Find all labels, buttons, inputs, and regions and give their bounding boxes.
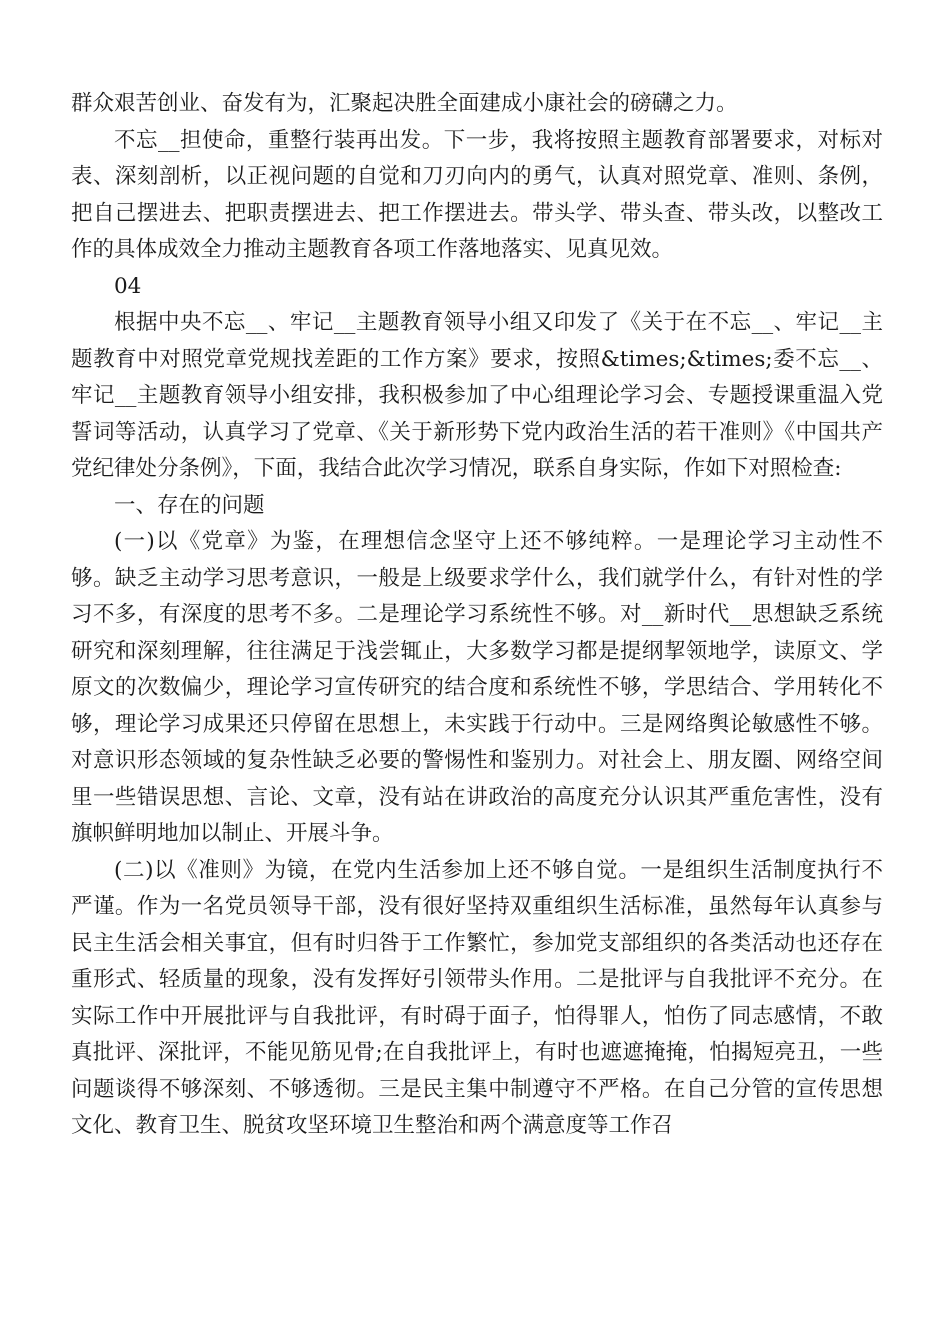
- paragraph-intro: 根据中央不忘__、牢记__主题教育领导小组又印发了《关于在不忘__、牢记__主题教育中对照党章党规找差距的工作方案》要求，按照&times;&times;委不忘__、牢记__主题教育领导小组安排，我积极参加了中心组理论学习会、专题授课重温入党誓词等活动，认真学习了党章、《关于新形势下党内政治生活的若干准则》《中国共产党纪律处分条例》，下面，我结合此次学习情况，联系自身实际，作如下对照检查:: [71, 310, 883, 481]
- paragraph-issue-1: (一)以《党章》为鉴，在理想信念坚守上还不够纯粹。一是理论学习主动性不够。缺乏主动学习思考意识，一般是上级要求学什么，我们就学什么，有针对性的学习不多，有深度的思考不多。二是理论学习系统性不够。对__新时代__思想缺乏系统研究和深刻理解，往往满足于浅尝辄止，大多数学习都是提纲挈领地学，读原文、学原文的次数偏少，理论学习宣传研究的结合度和系统性不够，学思结合、学用转化不够，理论学习成果还只停留在思想上，未实践于行动中。三是网络舆论敏感性不够。对意识形态领域的复杂性缺乏必要的警惕性和鉴别力。对社会上、朋友圈、网络空间里一些错误思想、言论、文章，没有站在讲政治的高度充分认识其严重危害性，没有旗帜鲜明地加以制止、开展斗争。: [71, 529, 883, 846]
- section-heading: 一、存在的问题: [114, 492, 265, 518]
- paragraph-issue-2: (二)以《准则》为镜，在党内生活参加上还不够自觉。一是组织生活制度执行不严谨。作为一名党员领导干部，没有很好坚持双重组织生活标准，虽然每年认真参与民主生活会相关事宜，但有时归咎于工作繁忙，参加党支部组织的各类活动也还存在重形式、轻质量的现象，没有发挥好引领带头作用。二是批评与自我批评不充分。在实际工作中开展批评与自我批评，有时碍于面子，怕得罪人，怕伤了同志感情，不敢真批评、深批评，不能见筋见骨;在自我批评上，有时也遮遮掩掩，怕揭短亮丑，一些问题谈得不够深刻、不够透彻。三是民主集中制遵守不严格。在自己分管的宣传思想文化、教育卫生、脱贫攻坚环境卫生整治和两个满意度等工作召: [71, 857, 883, 1138]
- document-body: [71, 86, 883, 1145]
- section-number: 04: [114, 273, 142, 299]
- paragraph-next-steps: 不忘__担使命，重整行装再出发。下一步，我将按照主题教育部署要求，对标对表、深刻剖析，以正视问题的自觉和刀刃向内的勇气，认真对照党章、准则、条例，把自己摆进去、把职责摆进去、把工作摆进去。带头学、带头查、带头改，以整改工作的具体成效全力推动主题教育各项工作落地落实、见真见效。: [71, 127, 883, 262]
- paragraph-continuation: 群众艰苦创业、奋发有为，汇聚起决胜全面建成小康社会的磅礴之力。: [71, 91, 738, 116]
